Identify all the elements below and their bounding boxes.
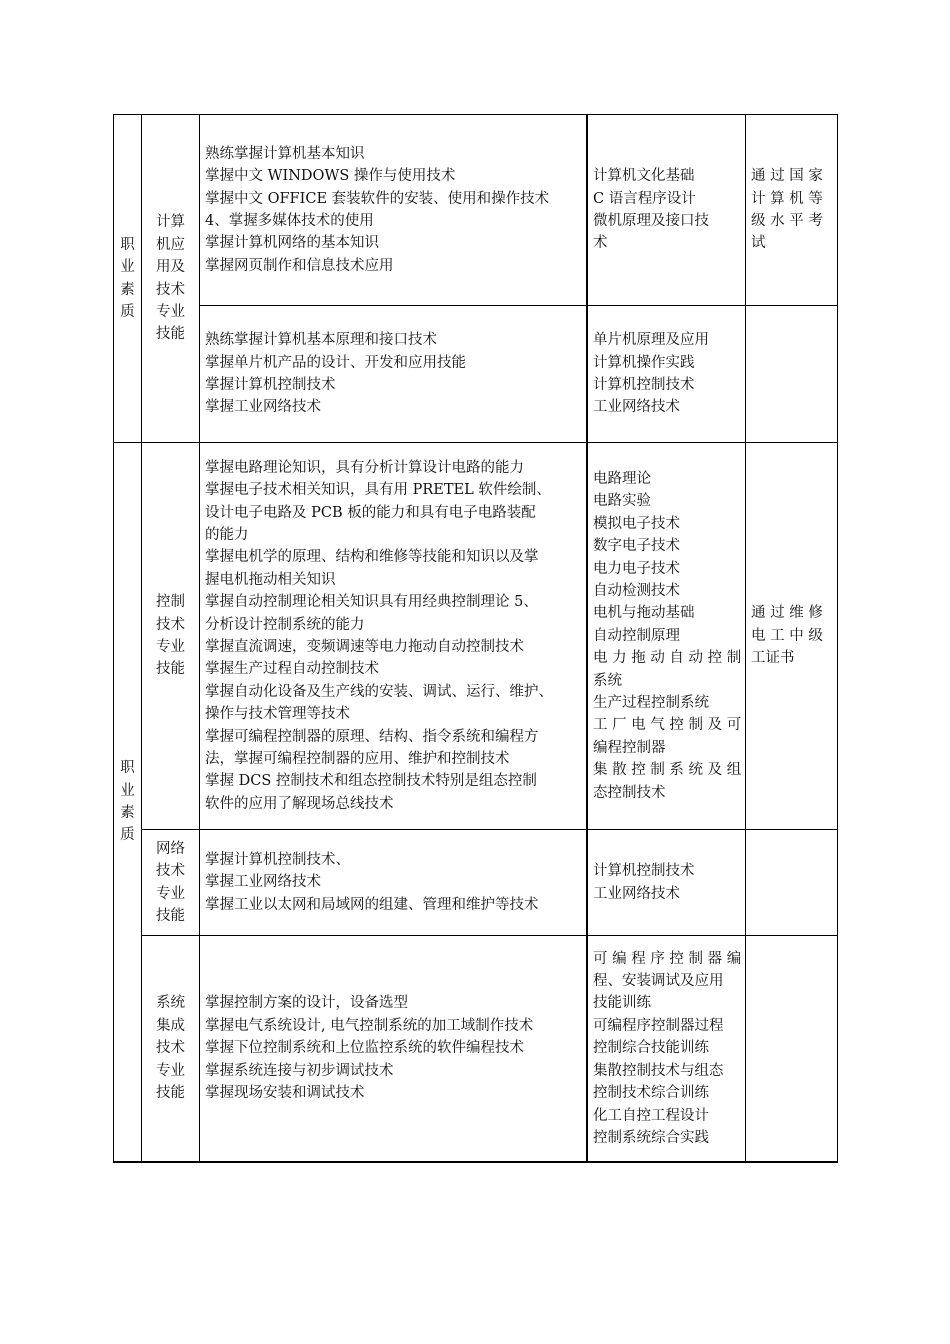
certificate-cell: [746, 115, 837, 305]
certificate-cell-empty: [746, 830, 837, 935]
requirement-line: 掌握电机学的原理、结构和维修等技能和知识以及掌: [205, 549, 539, 566]
course-line: 模拟电子技术: [593, 515, 680, 532]
requirement-line: 掌握生产过程自动控制技术: [205, 661, 379, 678]
course-line: 控制综合技能训练: [593, 1040, 709, 1057]
skill-area-line: 专业: [156, 639, 185, 655]
requirement-line: 掌握中文 OFFICE 套装软件的安装、使用和操作技术: [205, 190, 550, 207]
certificate-line: 试: [751, 235, 766, 252]
requirement-line: 熟练掌握计算机基本原理和接口技术: [205, 332, 437, 349]
requirement-line: 握电机拖动相关知识: [205, 571, 336, 588]
course-line: 自动控制原理: [593, 627, 680, 644]
certificate-cell-empty: [746, 936, 837, 1161]
course-line: C 语言程序设计: [593, 190, 696, 207]
course-line: 计算机操作实践: [593, 354, 695, 371]
skill-area-line: 技能: [156, 661, 185, 678]
table-right-border: [837, 114, 838, 1163]
course-line: 术: [593, 235, 608, 252]
category-char: 业: [120, 782, 135, 799]
course-line: 电 力 拖 动 自 动 控 制: [593, 650, 742, 667]
course-line: 可编程序控制器过程: [593, 1017, 724, 1034]
requirement-line: 掌握工业网络技术: [205, 399, 321, 416]
category-char: 素: [120, 281, 135, 298]
courses-cell: [588, 443, 745, 829]
course-line: 化工自控工程设计: [593, 1107, 709, 1124]
skill-area-line: 系统: [156, 995, 185, 1012]
courses-cell: [588, 306, 745, 442]
course-line: 工 厂 电 气 控 制 及 可: [593, 717, 742, 734]
skill-area-line: 专业: [156, 303, 185, 320]
skill-area-line: 集成: [156, 1017, 185, 1034]
requirement-line: 4、掌握多媒体技术的使用: [205, 213, 374, 229]
course-line: 电力电子技术: [593, 560, 680, 577]
requirement-line: 法，掌握可编程控制器的应用、维护和控制技术: [205, 751, 510, 768]
skill-area-line: 技术: [156, 863, 185, 880]
course-line: 电路实验: [593, 493, 651, 510]
certificate-cell: [746, 443, 837, 829]
requirement-line: 操作与技术管理等技术: [205, 706, 350, 723]
category-char: 素: [120, 805, 135, 821]
requirements-cell: [200, 830, 587, 935]
course-line: 控制技术综合训练: [593, 1085, 709, 1102]
course-line: 工业网络技术: [593, 885, 680, 902]
course-line: 集 散 控 制 系 统 及 组: [593, 762, 742, 779]
course-line: 可 编 程 序 控 制 器 编: [593, 950, 742, 967]
skill-area-cell: [142, 936, 199, 1161]
certificate-line: 通 过 国 家: [751, 168, 823, 185]
courses-cell: [588, 830, 745, 935]
requirements-cell: [200, 443, 587, 829]
requirement-line: 分析设计控制系统的能力: [205, 616, 365, 633]
requirement-line: 掌握计算机控制技术: [205, 377, 336, 393]
category-char: 质: [120, 303, 135, 320]
skill-area-cell: [142, 115, 199, 442]
course-line: 计算机控制技术: [593, 377, 695, 393]
requirement-line: 掌握电路理论知识，具有分析计算设计电路的能力: [205, 459, 524, 476]
requirement-line: 软件的应用了解现场总线技术: [205, 795, 394, 812]
requirement-line: 掌握自动化设备及生产线的安装、调试、运行、维护、: [205, 683, 553, 700]
certificate-cell-empty: [746, 306, 837, 442]
table-bottom-border: [113, 1161, 838, 1163]
course-line: 程、安装调试及应用: [593, 973, 724, 990]
requirement-line: 掌握工业网络技术: [205, 874, 321, 891]
requirement-line: 掌握现场安装和调试技术: [205, 1085, 365, 1102]
requirement-line: 掌握中文 WINDOWS 操作与使用技术: [205, 168, 456, 185]
skill-area-line: 计算: [156, 214, 185, 231]
skill-area-line: 技术: [156, 1040, 185, 1057]
course-line: 编程控制器: [593, 739, 666, 756]
requirement-line: 掌握下位控制系统和上位监控系统的软件编程技术: [205, 1040, 524, 1057]
course-line: 单片机原理及应用: [593, 332, 709, 349]
category-cell: [114, 115, 141, 442]
courses-cell: [588, 936, 745, 1161]
course-line: 技能训练: [593, 995, 651, 1012]
course-line: 电路理论: [593, 470, 651, 487]
requirement-line: 掌握控制方案的设计，设备选型: [205, 995, 408, 1012]
requirement-line: 的能力: [205, 526, 249, 543]
skill-area-line: 技能: [156, 907, 185, 924]
certificate-line: 计 算 机 等: [751, 190, 823, 207]
requirement-line: 掌握电气系统设计, 电气控制系统的加工域制作技术: [205, 1017, 534, 1034]
course-line: 微机原理及接口技: [593, 213, 709, 229]
category-char: 职: [120, 236, 135, 253]
courses-cell: [588, 115, 745, 305]
course-line: 生产过程控制系统: [593, 695, 709, 712]
requirement-line: 掌握可编程控制器的原理、结构、指令系统和编程方: [205, 728, 539, 745]
skill-area-line: 技能: [156, 326, 185, 343]
skill-area-line: 专业: [156, 885, 185, 902]
requirement-line: 掌握计算机网络的基本知识: [205, 235, 379, 252]
skill-area-line: 技术: [156, 281, 185, 298]
requirement-line: 掌握系统连接与初步调试技术: [205, 1062, 394, 1079]
course-line: 态控制技术: [593, 784, 666, 801]
skill-area-line: 机应: [156, 236, 185, 253]
requirement-line: 掌握自动控制理论相关知识具有用经典控制理论 5、: [205, 594, 538, 611]
skill-area-line: 技能: [156, 1085, 185, 1102]
course-line: 电机与拖动基础: [593, 605, 695, 622]
course-line: 集散控制技术与组态: [593, 1062, 724, 1079]
course-line: 数字电子技术: [593, 538, 680, 555]
skill-area-line: 技术: [156, 616, 185, 633]
certificate-line: 电 工 中 级: [751, 627, 823, 644]
skill-area-line: 专业: [156, 1062, 185, 1079]
requirement-line: 掌握直流调速，变频调速等电力拖动自动控制技术: [205, 639, 524, 655]
requirement-line: 掌握 DCS 控制技术和组态控制技术特别是组态控制: [205, 773, 537, 790]
requirements-cell: [200, 936, 587, 1161]
course-line: 系统: [593, 672, 622, 689]
category-cell: [114, 443, 141, 1161]
course-line: 计算机文化基础: [593, 168, 695, 185]
requirement-line: 掌握电子技术相关知识，具有用 PRETEL 软件绘制、: [205, 482, 551, 499]
certificate-line: 工证书: [751, 650, 795, 667]
certificate-line: 级 水 平 考: [751, 213, 823, 229]
category-char: 职: [120, 760, 135, 777]
skill-area-line: 控制: [156, 594, 185, 611]
category-char: 业: [120, 259, 135, 276]
certificate-line: 通 过 维 修: [751, 605, 823, 622]
course-line: 计算机控制技术: [593, 863, 695, 880]
category-char: 质: [120, 827, 135, 844]
skill-area-cell: [142, 443, 199, 829]
skill-area-cell: [142, 830, 199, 935]
requirement-line: 掌握计算机控制技术、: [205, 851, 350, 868]
course-line: 自动检测技术: [593, 582, 680, 599]
skill-area-line: 用及: [156, 259, 185, 276]
course-line: 工业网络技术: [593, 399, 680, 416]
requirements-cell: [200, 115, 587, 305]
requirement-line: 掌握网页制作和信息技术应用: [205, 257, 394, 274]
skill-area-line: 网络: [156, 840, 185, 857]
requirements-cell: [200, 306, 587, 442]
requirement-line: 设计电子电路及 PCB 板的能力和具有电子电路装配: [205, 504, 536, 521]
requirement-line: 熟练掌握计算机基本知识: [205, 145, 365, 162]
requirement-line: 掌握单片机产品的设计、开发和应用技能: [205, 354, 466, 371]
course-line: 控制系统综合实践: [593, 1129, 709, 1146]
requirement-line: 掌握工业以太网和局域网的组建、管理和维护等技术: [205, 896, 539, 913]
